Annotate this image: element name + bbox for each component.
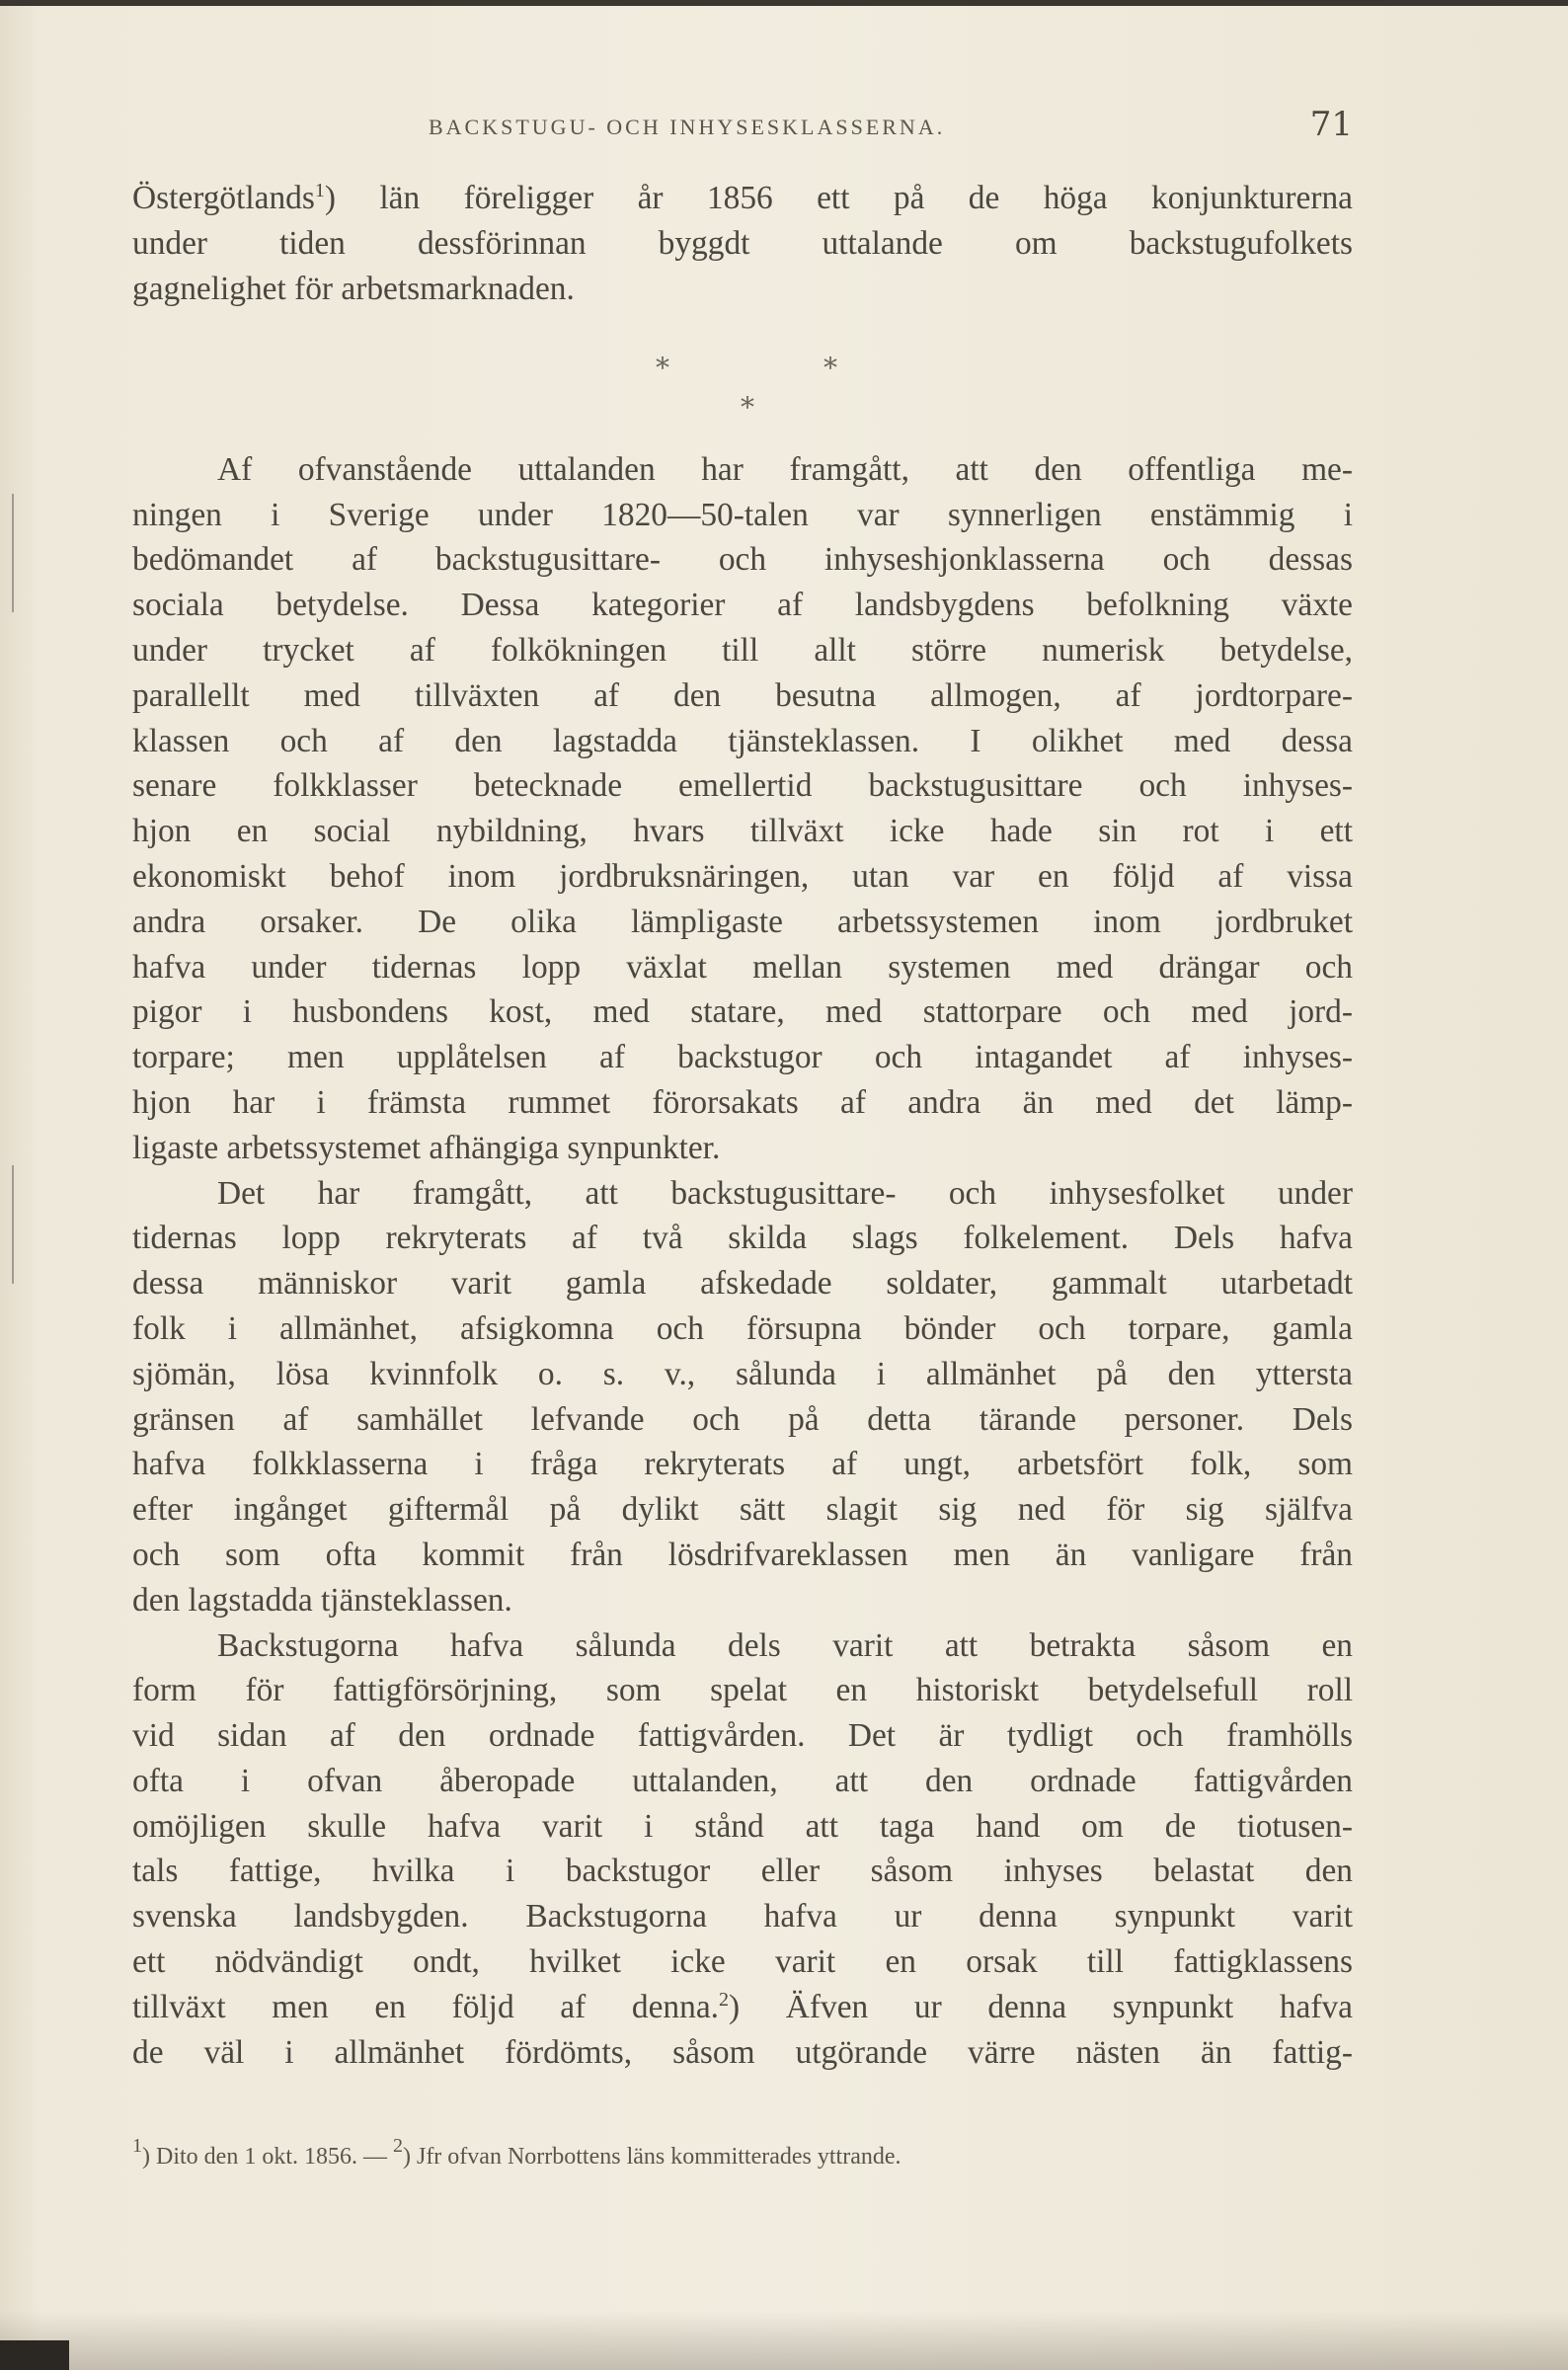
footnote-2: ) Jfr ofvan Norrbottens läns kommitterades yttrande.	[402, 2144, 902, 2170]
text-line	[132, 1849, 1353, 1894]
text-line	[132, 763, 1353, 809]
text-line	[132, 989, 1353, 1035]
text-line-content: torpare; men upplåtelsen af backstugor och intagandet af inhyses-	[132, 1039, 1353, 1076]
text-line	[132, 1442, 1353, 1487]
text-line	[132, 1533, 1353, 1578]
text-line	[132, 1397, 1353, 1443]
text-line-content: gagnelighet för arbetsmarknaden.	[132, 270, 575, 307]
text-line-content: ligaste arbetssystemet afhängiga synpunkter.	[132, 1129, 721, 1166]
text-line	[132, 1487, 1353, 1533]
text-line	[132, 1623, 1353, 1669]
text-line	[132, 1894, 1353, 1939]
text-line	[132, 176, 1353, 221]
text-line-content: ) län föreligger år 1856 ett på de höga konjunkturerna	[324, 180, 1353, 216]
text-line-content: svenska landsbygden. Backstugorna hafva ur denna synpunkt varit	[132, 1898, 1353, 1936]
text-line-content: Af ofvanstående uttalanden har framgått, att den offentliga me-	[217, 450, 1353, 488]
text-line	[132, 583, 1353, 628]
text-line	[132, 493, 1353, 538]
text-line	[132, 1713, 1353, 1759]
text-line-content: hafva folkklasserna i fråga rekryterats af ungt, arbetsfört folk, som	[132, 1446, 1353, 1483]
page-number: 71	[1309, 105, 1353, 144]
text-line-content: sjömän, lösa kvinnfolk o. s. v., sålunda i allmänhet på den yttersta	[132, 1355, 1353, 1392]
text-line-content: gränsen af samhället lefvande och på detta tärande personer. Dels	[132, 1400, 1353, 1438]
text-line-content: hjon har i främsta rummet förorsakats af andra än med det lämp-	[132, 1083, 1353, 1121]
text-line	[132, 900, 1353, 945]
text-line-content: form för fattigförsörjning, som spelat en historiskt betydelsefull roll	[132, 1672, 1353, 1709]
text-line	[132, 1216, 1353, 1261]
text-line-content: och som ofta kommit från lösdrifvareklassen men än vanligare från	[132, 1536, 1353, 1573]
text-line	[132, 945, 1353, 990]
text-line	[132, 809, 1353, 854]
section-break-star: *	[656, 352, 669, 384]
text-line	[132, 719, 1353, 764]
text-line-content: dessa människor varit gamla afskedade soldater, gammalt utarbetadt	[132, 1265, 1353, 1303]
text-line	[132, 1804, 1353, 1850]
text-line	[132, 2030, 1353, 2076]
text-line	[132, 1939, 1353, 1985]
footnote-marker: 1	[132, 2135, 142, 2157]
text-line-content: hjon en social nybildning, hvars tillväxt icke hade sin rot i ett	[132, 813, 1353, 850]
text-line	[132, 537, 1353, 583]
text-line-content: tidernas lopp rekryterats af två skilda slags folkelement. Dels hafva	[132, 1220, 1353, 1257]
text-line-content: parallellt med tillväxten af den besutna allmogen, af jordtorpare-	[132, 676, 1353, 714]
footnotes	[132, 2135, 1353, 2172]
text-line-content: ekonomiskt behof inom jordbruksnäringen, utan var en följd af vissa	[132, 857, 1353, 895]
footnote-reference: 1	[314, 180, 325, 201]
text-line	[132, 1352, 1353, 1397]
body-text	[132, 176, 1353, 2075]
scan-corner	[0, 2340, 69, 2370]
section-break-star: *	[741, 391, 754, 424]
text-line-content: ningen i Sverige under 1820—50-talen var synnerligen enstämmig i	[132, 496, 1353, 533]
text-line-content: under trycket af folkökningen till allt större numerisk betydelse,	[132, 631, 1353, 669]
text-line-content: ofta i ofvan åberopade uttalanden, att den ordnade fattigvården	[132, 1762, 1353, 1799]
text-line-content: ett nödvändigt ondt, hvilket icke varit en orsak till fattigklassens	[132, 1943, 1353, 1981]
text-line-content: sociala betydelse. Dessa kategorier af landsbygdens befolkning växte	[132, 587, 1353, 624]
text-line	[132, 1759, 1353, 1804]
text-line	[132, 673, 1353, 719]
text-line-content: Östergötlands	[132, 180, 315, 216]
section-break-star: *	[823, 352, 837, 384]
text-line	[132, 1985, 1353, 2030]
footnote-1: ) Dito den 1 okt. 1856. —	[142, 2144, 393, 2170]
text-line	[132, 447, 1353, 493]
text-line-content: pigor i husbondens kost, med statare, med stattorpare och med jord-	[132, 993, 1353, 1031]
text-line	[132, 267, 1353, 312]
margin-mark	[12, 1165, 14, 1284]
text-line	[132, 1126, 1353, 1171]
text-line	[132, 221, 1353, 267]
text-line-content: Det har framgått, att backstugusittare- och inhysesfolket under	[217, 1174, 1353, 1212]
footnote-marker: 2	[392, 2135, 403, 2157]
text-line-content: tals fattige, hvilka i backstugor eller såsom inhyses belastat den	[132, 1853, 1353, 1890]
text-line	[132, 1080, 1353, 1126]
text-line	[132, 1035, 1353, 1080]
text-line-content: andra orsaker. De olika lämpligaste arbetssystemen inom jordbruket	[132, 903, 1353, 940]
text-line	[132, 1306, 1353, 1352]
text-line	[132, 1668, 1353, 1713]
text-line-content: hafva under tidernas lopp växlat mellan systemen med drängar och	[132, 948, 1353, 986]
scan-top-edge	[0, 0, 1568, 6]
text-line-content: den lagstadda tjänsteklassen.	[132, 1581, 512, 1619]
text-line-content: senare folkklasser betecknade emellertid backstugusittare och inhyses-	[132, 767, 1353, 805]
running-head: BACKSTUGU- OCH INHYSESKLASSERNA.	[429, 115, 946, 139]
text-line-content: vid sidan af den ordnade fattigvården. Det är tydligt och framhölls	[132, 1717, 1353, 1755]
page-header	[132, 105, 1353, 154]
text-line	[132, 628, 1353, 673]
text-line-content: folk i allmänhet, afsigkomna och försupna bönder och torpare, gamla	[132, 1309, 1353, 1347]
text-line	[132, 1171, 1353, 1217]
text-line	[132, 1578, 1353, 1623]
section-break-space	[132, 311, 1353, 446]
text-line-content: omöjligen skulle hafva varit i stånd att taga hand om de tiotusen-	[132, 1807, 1353, 1845]
text-line-content: bedömandet af backstugusittare- och inhyseshjonklasserna och dessas	[132, 541, 1353, 579]
text-line	[132, 1261, 1353, 1306]
text-line-content: efter ingånget giftermål på dylikt sätt slagit sig ned för sig själfva	[132, 1491, 1353, 1529]
text-line-content: klassen och af den lagstadda tjänsteklassen. I olikhet med dessa	[132, 722, 1353, 759]
text-line	[132, 854, 1353, 900]
text-line-content: de väl i allmänhet fördömts, såsom utgörande värre nästen än fattig-	[132, 2033, 1353, 2071]
margin-mark	[12, 494, 14, 612]
page-bottom-shadow	[0, 2311, 1568, 2370]
text-line-content: tillväxt men en följd af denna.	[132, 1988, 719, 2025]
text-line-content: under tiden dessförinnan byggdt uttalande om backstugufolkets	[132, 224, 1353, 262]
text-line-content: ) Äfven ur denna synpunkt hafva	[729, 1988, 1354, 2025]
text-line-content: Backstugorna hafva sålunda dels varit att betrakta såsom en	[217, 1626, 1353, 1664]
footnote-reference: 2	[719, 1988, 729, 2011]
